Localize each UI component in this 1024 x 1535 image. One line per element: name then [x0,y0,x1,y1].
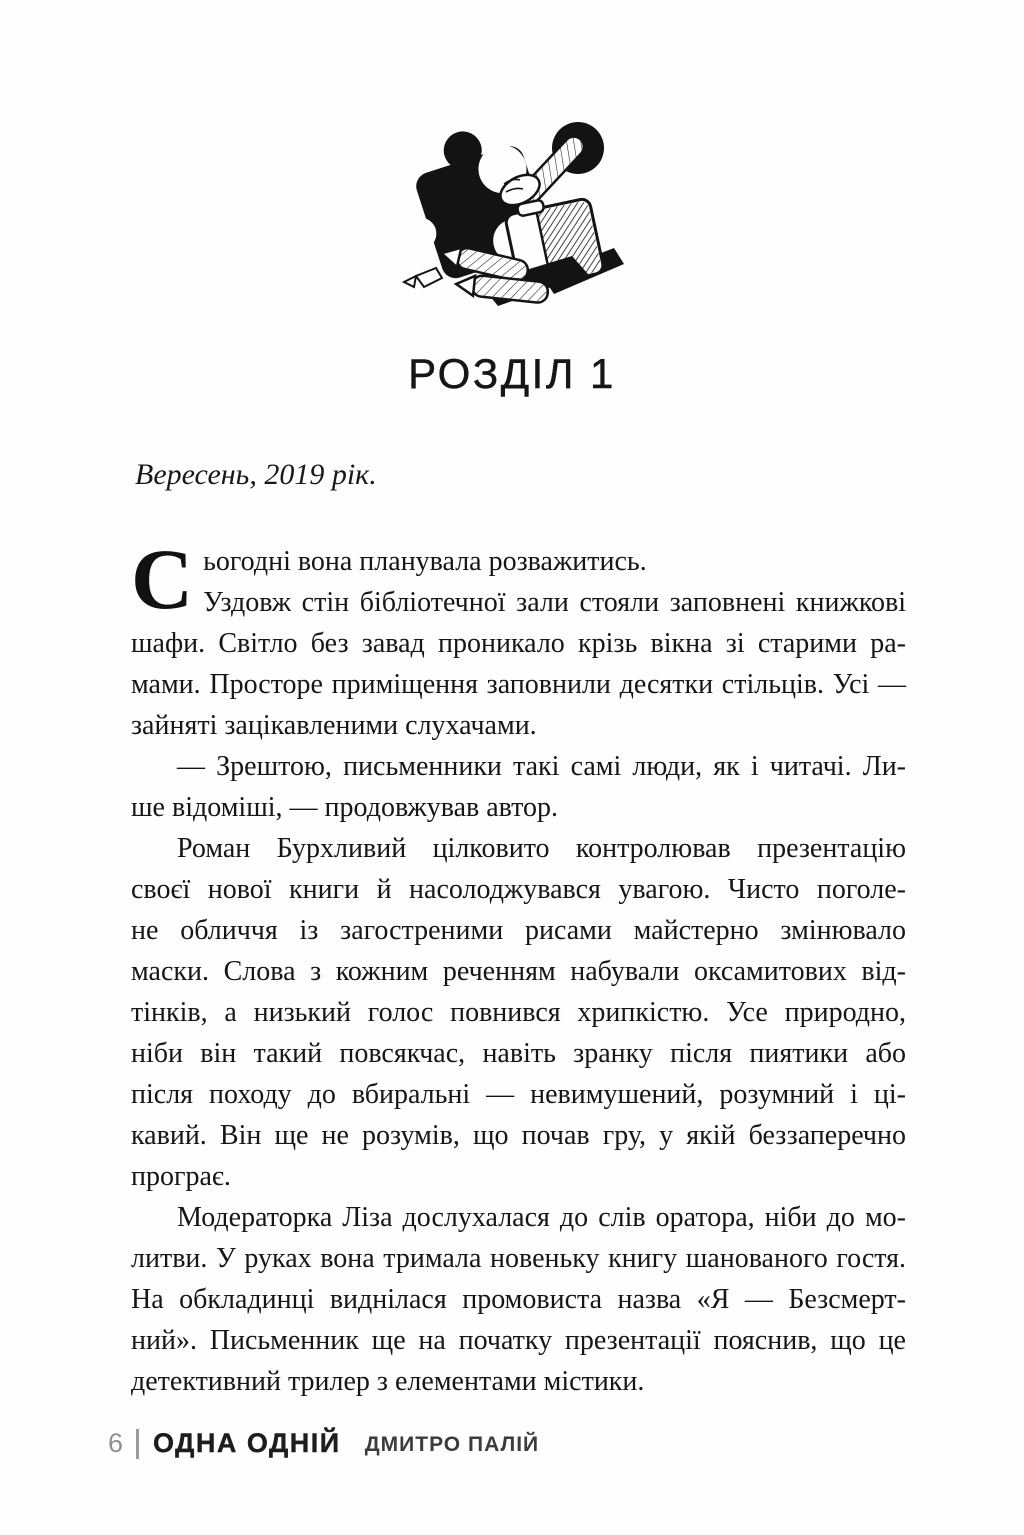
text-line: кавий. Він ще не розумів, що почав гру, у якій беззаперечно [131,1120,906,1151]
text-line: детективний трилер з елементами містики. [131,1366,645,1397]
text-line: мами. Просторе приміщення заповнили десятки стільців. Усі — [131,669,906,700]
author-name: ДМИТРО ПАЛІЙ [364,1432,540,1456]
date-line: Вересень, 2019 рік. [135,458,377,491]
text-line: ше відоміші, — продовжував автор. [131,792,559,823]
text-line: шафи. Світло без завад проникало крізь вікна зі старими ра- [131,628,906,659]
text-line: ьогодні вона планувала розважитись. [203,546,647,577]
text-line: маски. Слова з кожним реченням набували оксамитових від- [131,956,906,987]
text-line: ніби він такий повсякчас, навіть зранку після пиятики або [131,1038,906,1069]
body-text [131,531,906,1402]
page-footer [108,1428,539,1459]
book-title: ОДНА ОДНІЙ [153,1428,341,1458]
drop-cap: С [131,531,194,627]
text-line: зайняті зацікавленими слухачами. [131,710,537,741]
chapter-title: РОЗДІЛ 1 [408,350,616,397]
text-line: На обкладинці виднілася промовиста назва «Я — Безсмерт- [131,1284,906,1315]
footer-divider [136,1429,139,1459]
text-line: після походу до вбиральні — невимушений, розумний і ці- [131,1079,906,1110]
text-line: тінків, а низький голос повнився хрипкістю. Усе природно, [131,997,906,1028]
text-line: — Зрештою, письменники такі самі люди, як і читачі. Ли- [177,751,906,782]
text-line: програє. [131,1161,231,1192]
text-line: Уздовж стін бібліотечної зали стояли заповнені книжкові [203,587,906,618]
paragraph [131,828,906,1197]
chalk-fragment-shape [404,268,442,287]
text-line: Модераторка Ліза дослухалася до слів оратора, ніби до мо- [177,1202,906,1233]
page-number: 6 [108,1428,124,1458]
paragraph [131,746,906,828]
paragraph [131,1197,906,1402]
text-line: своєї нової книги й насолоджувався увагою. Чисто поголе- [131,874,906,905]
text-line: Роман Бурхливий цілковито контролював презентацію [177,833,906,864]
text-line: не обличчя із загостреними рисами майстерно змінювало [131,915,906,946]
text-line: ний». Письменник ще на початку презентації пояснив, що це [131,1325,906,1356]
paragraph [131,582,906,746]
puzzle-piece-bag-and-crayons-drawing [392,98,632,313]
text-line: литви. У руках вона тримала новеньку книгу шанованого гостя. [131,1243,906,1274]
chapter-illustration [392,98,632,313]
paragraph [131,541,906,582]
